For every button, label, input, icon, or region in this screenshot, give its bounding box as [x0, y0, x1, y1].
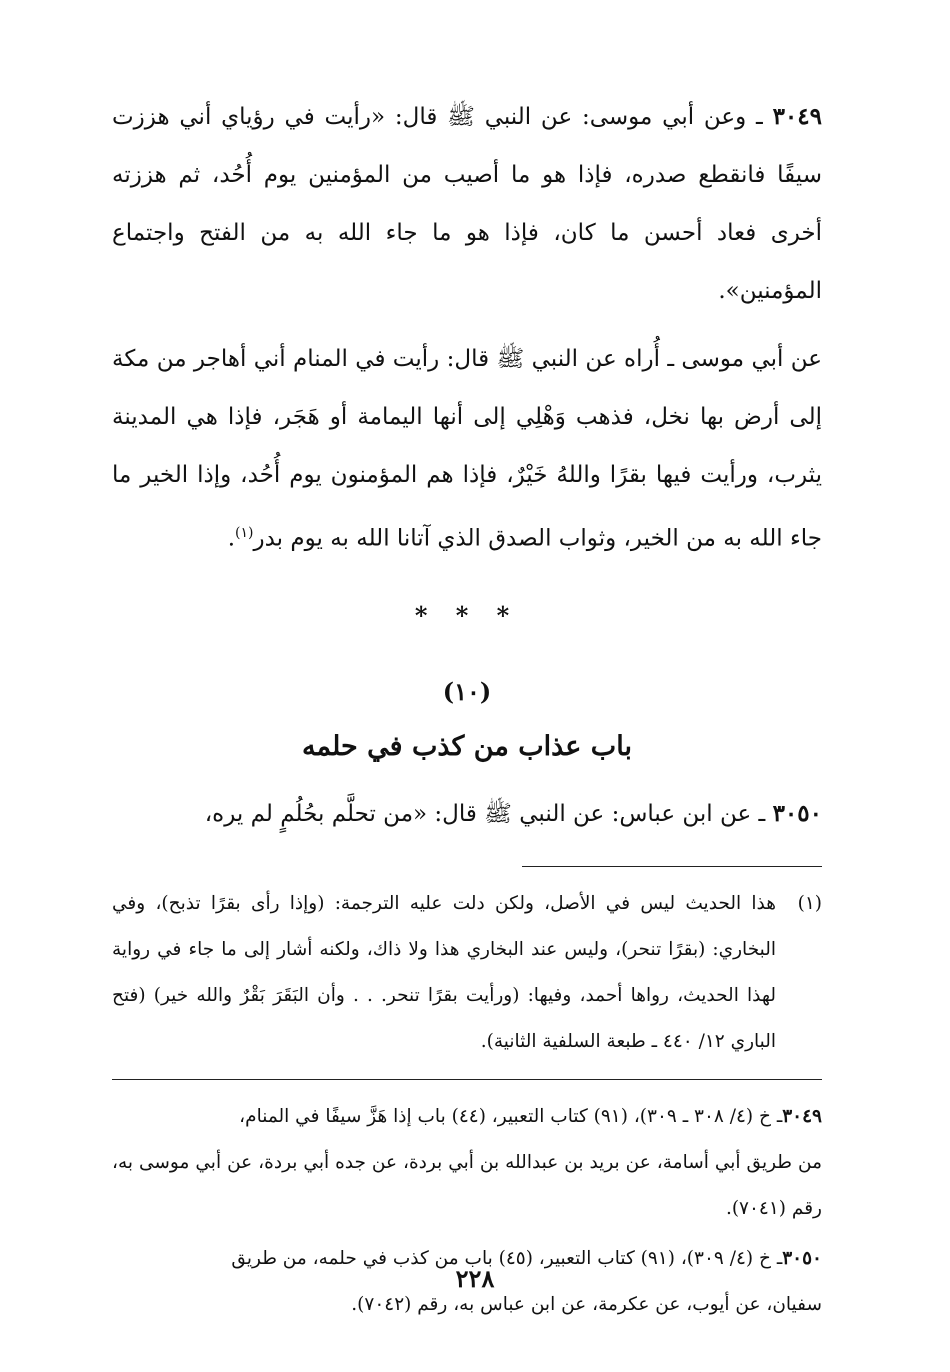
hadith-3050 [112, 788, 822, 840]
takhrij-number: ٣٠٤٩ [782, 1105, 822, 1127]
footnote-1 [112, 881, 822, 1065]
takhrij-text: ـ خ (٤/ ٣٠٩)، (٩١) كتاب التعبير، (٤٥) باب من كذب في حلمه، من طريق [231, 1247, 783, 1269]
hadith-number: ٣٠٤٩ [772, 103, 822, 130]
chapter-number: (١٠) [442, 676, 492, 706]
takhrij-item-3049 [112, 1094, 822, 1232]
footnote-reference[interactable]: (١) [235, 525, 254, 541]
takhrij-continuation: من طريق أبي أسامة، عن بريد بن عبدالله بن أبي بردة، عن جده أبي بردة، عن أبي موسى به، رقم (٧٠٤١). [112, 1151, 822, 1219]
chapter-title: باب عذاب من كذب في حلمه [302, 730, 632, 762]
hadith-text: ـ عن ابن عباس: عن النبي ﷺ قال: «من تحلَّم بحُلُمٍ لم يره، [204, 800, 766, 827]
takhrij-first-line [112, 1094, 822, 1140]
sentence-end: . [227, 525, 235, 552]
takhrij-divider [112, 1079, 822, 1080]
footnote-marker: (١) [797, 892, 822, 914]
hadith-3049 [112, 88, 822, 320]
takhrij-text: ـ خ (٤/ ٣٠٨ ـ ٣٠٩)، (٩١) كتاب التعبير، (٤٤) باب إذا هَزَّ سيفًا في المنام، [239, 1105, 783, 1127]
hadith-text: ـ وعن أبي موسى: عن النبي ﷺ قال: «رأيت في رؤياي أني هززت سيفًا فانقطع صدره، فإذا هو ما أصيب من المؤمنين يوم أُحُد، ثم هززته أخرى فعاد أحسن ما كان، فإذا هو ما جاء الله به من الفتح واجتماع المؤمنين». [112, 104, 822, 304]
hadith-3049-second-narration [112, 330, 822, 568]
takhrij-continuation: سفيان، عن أيوب، عن عكرمة، عن ابن عباس به، رقم (٧٠٤٢). [351, 1293, 822, 1315]
footnote-divider [522, 866, 822, 867]
hadith-number: ٣٠٥٠ [772, 799, 822, 827]
footnote-text: هذا الحديث ليس في الأصل، ولكن دلت عليه الترجمة: (وإذا رأى بقرًا تذبح)، وفي البخاري: (بقرًا تنحر)، وليس عند البخاري هذا ولا ذاك، ولكنه أشار إلى ما جاء في رواية لهذا الحديث، رواها أحمد، وفيها: (ورأيت بقرًا تنحر. . . وأن البَقَرَ بَقْرٌ والله خير) (فتح الباري ١٢/ ٤٤٠ ـ طبعة السلفية الثانية). [112, 892, 776, 1052]
section-separator: * * * [414, 600, 520, 630]
takhrij-number: ٣٠٥٠ [782, 1247, 822, 1269]
page-number: ٢٢٨ [455, 1264, 495, 1293]
hadith-text: عن أبي موسى ـ أُراه عن النبي ﷺ قال: رأيت في المنام أني أهاجر من مكة إلى أرض بها نخل، فذهب وَهْلِي إلى أنها اليمامة أو هَجَر، فإذا هي المدينة يثرب، ورأيت فيها بقرًا واللهُ خَيْرٌ، فإذا هم المؤمنون يوم أُحُد، وإذا الخير ما جاء الله به من الخير، وثواب الصدق الذي آتانا الله به يوم بدر [112, 346, 822, 552]
